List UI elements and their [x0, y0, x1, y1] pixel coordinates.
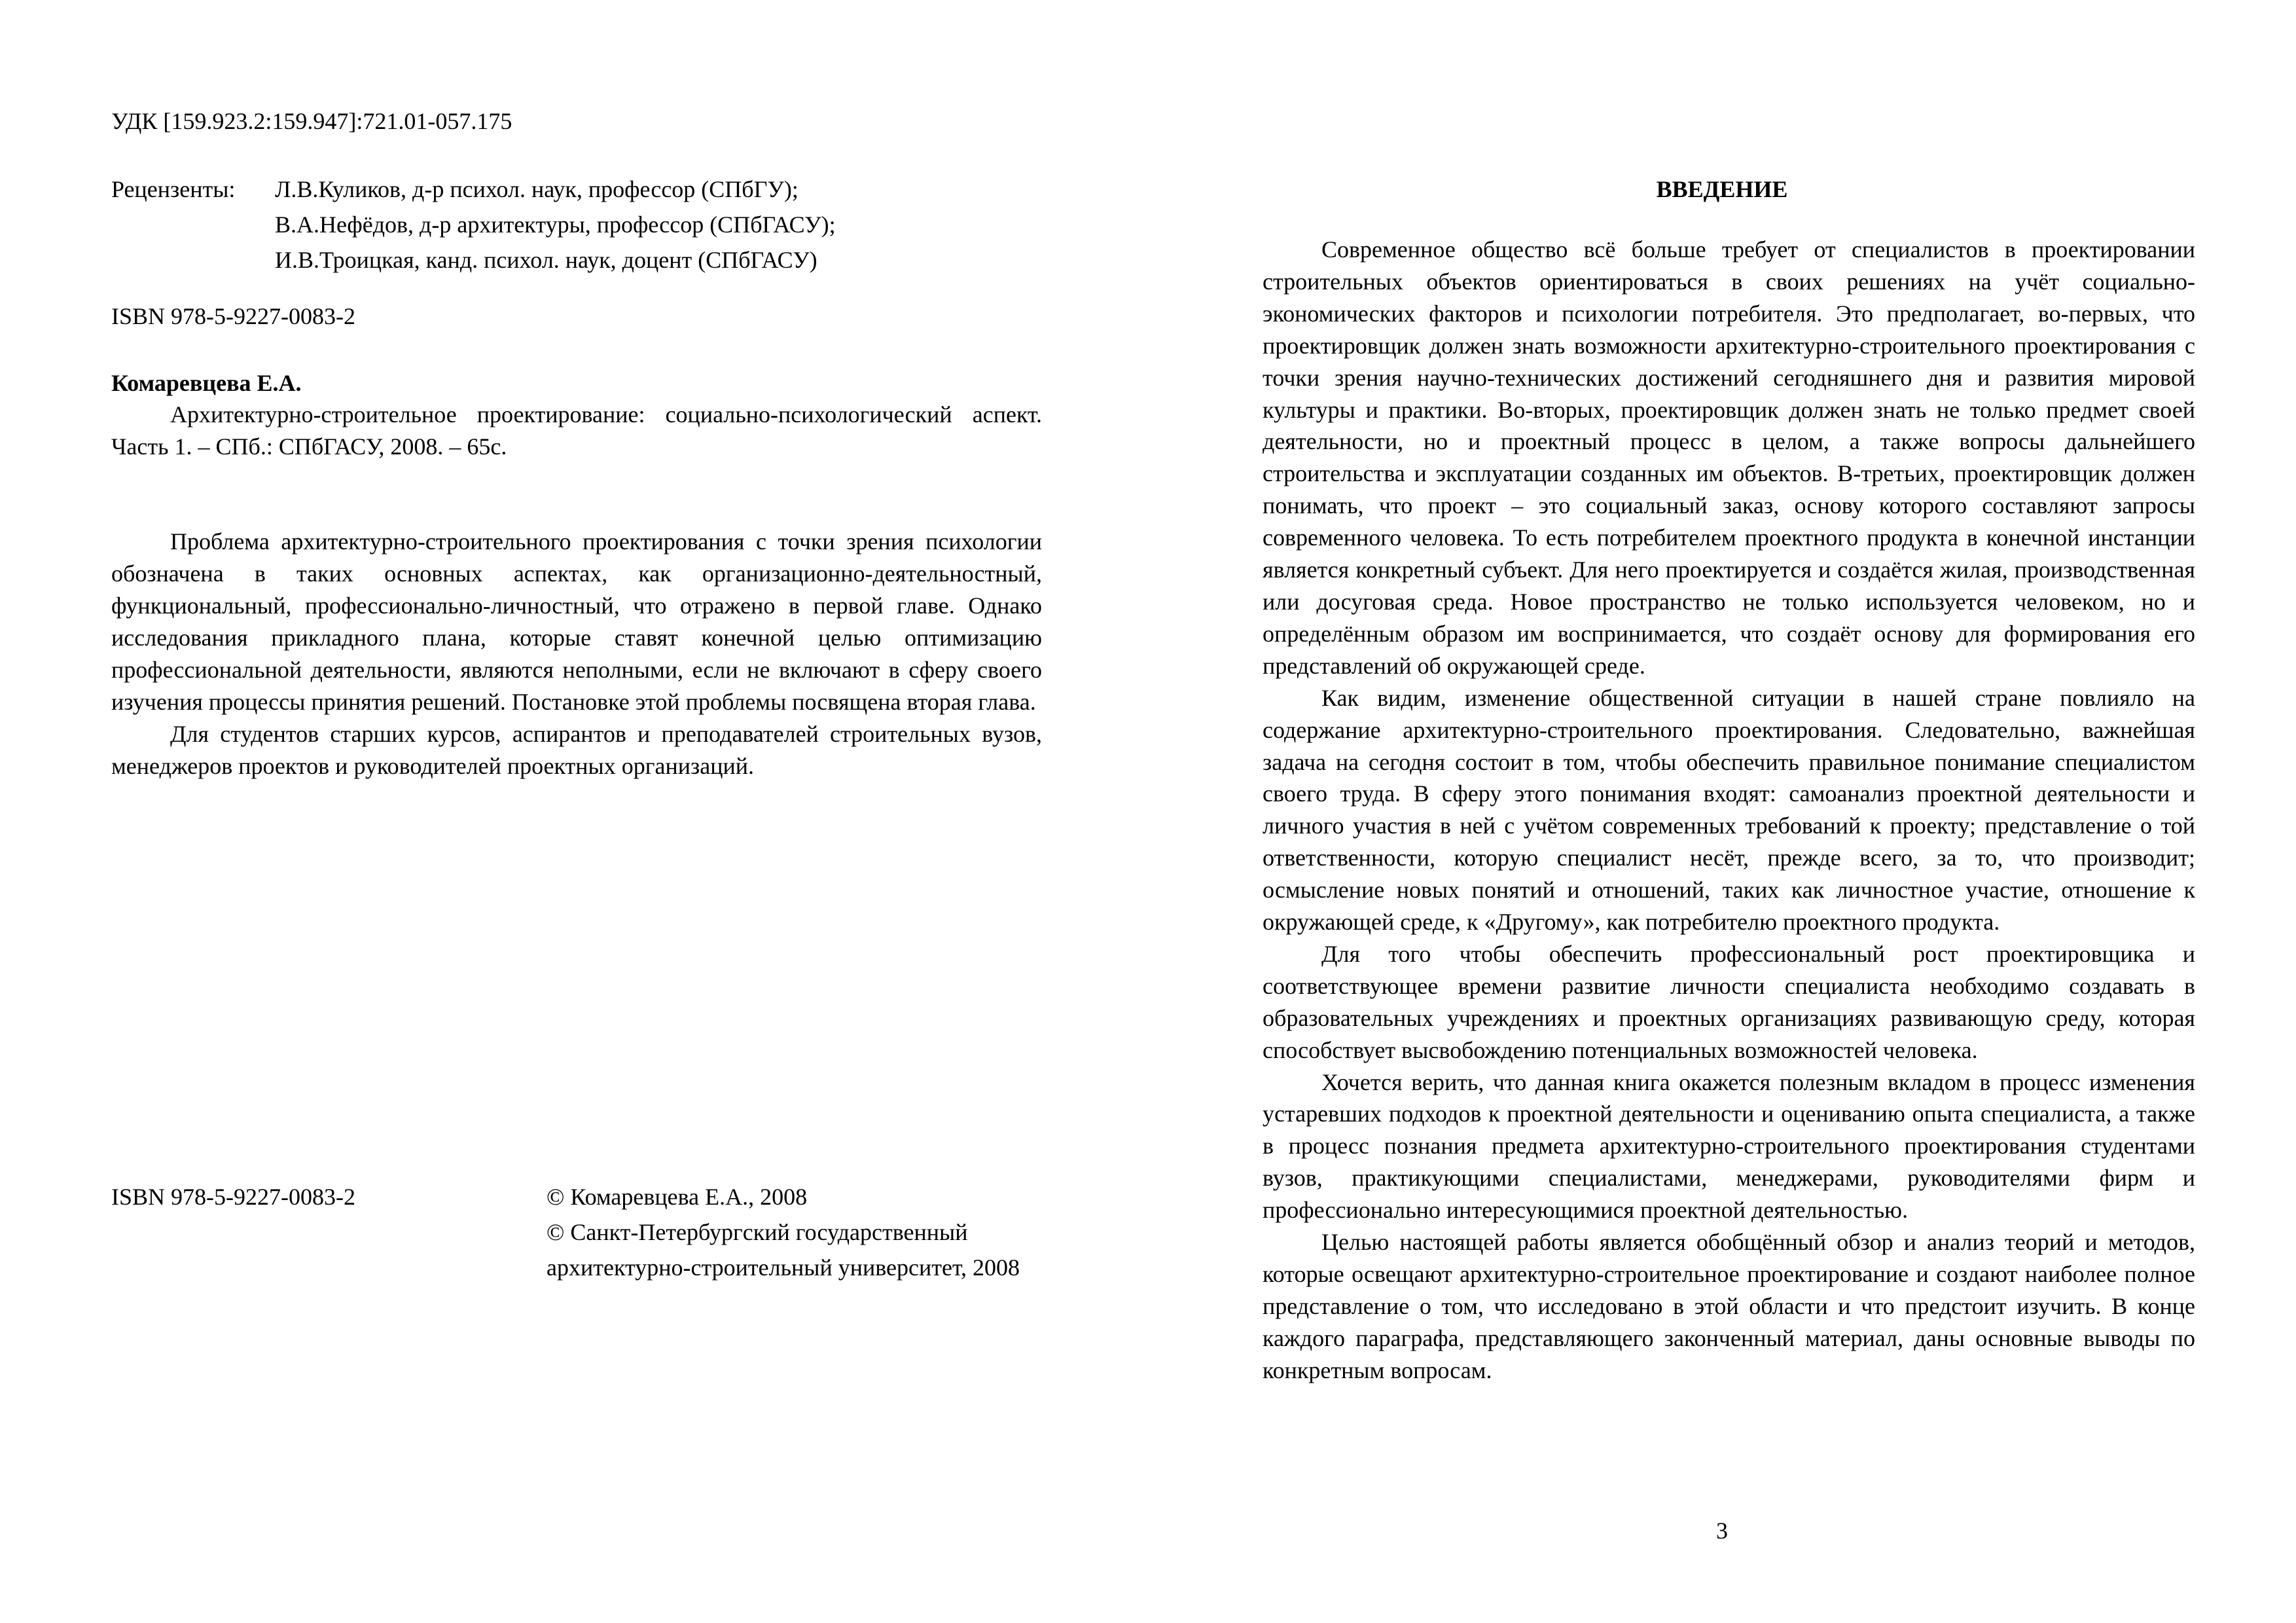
- isbn-top: ISBN 978-5-9227-0083-2: [111, 303, 355, 329]
- abstract-paragraph-1: Проблема архитектурно-строительного проектирования с точки зрения психологии обозначена в таких основных аспектах, как организационно-деятельностный, функциональный, профессионально-личностный, что отражено в первой главе. Однако исследования прикладного плана, которые ставят конечной целью оптимизацию профессиональной деятельности, являются неполными, если не включают в сферу своего изучения процессы принятия решений. Постановке этой проблемы посвящена вторая глава.: [111, 528, 1042, 715]
- reviewers-list: [275, 172, 836, 278]
- reviewer-3: И.В.Троицкая, канд. психол. наук, доцент (СПбГАСУ): [275, 247, 817, 273]
- abstract-paragraph-2: Для студентов старших курсов, аспирантов и преподавателей строительных вузов, менеджеров проектов и руководителей проектных организаций.: [111, 721, 1042, 779]
- bibliographic-description: Архитектурно-строительное проектирование: социально-психологический аспект. Часть 1. – СПб.: СПбГАСУ, 2008. – 65с.: [111, 401, 1042, 460]
- intro-paragraph-5: Целью настоящей работы является обобщённый обзор и анализ теорий и методов, которые освещают архитектурно-строительное проектирование и создают наиболее полное представление о том, что исследовано в этой области и что предстоит изучить. В конце каждого параграфа, представляющего законченный материал, даны основные выводы по конкретным вопросам.: [1263, 1229, 2195, 1383]
- copyright-university: © Санкт-Петербургский государственный архитектурно-строительный университет, 2008: [547, 1219, 1020, 1281]
- copyright-author: © Комаревцева Е.А., 2008: [547, 1184, 808, 1210]
- abstract: [111, 526, 1042, 782]
- section-title: ВВЕДЕНИЕ: [1656, 176, 1788, 202]
- reviewer-1: Л.В.Куликов, д-р психол. наук, профессор (СПбГУ);: [275, 176, 798, 202]
- udk-code: УДК [159.923.2:159.947]:721.01-057.175: [111, 108, 512, 134]
- intro-paragraph-2: Как видим, изменение общественной ситуации в нашей стране повлияло на содержание архитектурно-строительного проектирования. Следовательно, важнейшая задача на сегодня состоит в том, чтобы обеспечить правильное понимание специалистом своего труда. В сферу этого понимания входят: самоанализ проектной деятельности и личного участия в ней с учётом современных требований к проекту; представление о той ответственности, которую специалист несёт, прежде всего, за то, что производит; осмысление новых понятий и отношений, таких как личностное участие, отношение к окружающей среде, к «Другому», как потребителю проектного продукта.: [1263, 684, 2195, 936]
- introduction-body: [1263, 234, 2195, 1387]
- reviewer-2: В.А.Нефёдов, д-р архитектуры, профессор (СПбГАСУ);: [275, 211, 836, 238]
- intro-paragraph-1: Современное общество всё больше требует от специалистов в проектировании строительных объектов ориентироваться в своих решениях на учёт социально-экономических факторов и психологии потребителя. Это предполагает, во-первых, что проектировщик должен знать возможности архитектурно-строительного проектирования с точки зрения научно-технических достижений сегодняшнего дня и развития мировой культуры и практики. Во-вторых, проектировщик должен знать не только предмет своей деятельности, но и проектный процесс в целом, а также вопросы дальнейшего строительства и эксплуатации созданных им объектов. В-третьих, проектировщик должен понимать, что проект – это социальный заказ, основу которого составляют запросы современного человека. То есть потребителем проектного продукта в конечной инстанции является конкретный субъект. Для него проектируется и создаётся жилая, производственная или досуговая среда. Новое пространство не только используется человеком, но и определённым образом им воспринимается, что создаёт основу для формирования его представлений об окружающей среде.: [1263, 236, 2195, 679]
- page-number: 3: [1716, 1518, 1728, 1544]
- isbn-bottom: ISBN 978-5-9227-0083-2: [111, 1184, 355, 1210]
- intro-paragraph-4: Хочется верить, что данная книга окажется полезным вкладом в процесс изменения устаревших подходов к проектной деятельности и оцениванию опыта специалиста, а также в процесс познания предмета архитектурно-строительного проектирования студентами вузов, практикующими специалистами, менеджерами, руководителями фирм и профессионально интересующимися проектной деятельностью.: [1263, 1068, 2195, 1224]
- reviewers-label: Рецензенты:: [111, 176, 236, 202]
- intro-paragraph-3: Для того чтобы обеспечить профессиональный рост проектировщика и соответствующее времени развитие личности специалиста необходимо создавать в образовательных учреждениях и проектных организациях развивающую среду, которая способствует высвобождению потенциальных возможностей человека.: [1263, 940, 2195, 1063]
- right-page: [1148, 0, 2296, 1623]
- copyright-block: [547, 1179, 1070, 1285]
- author-name: Комаревцева Е.А.: [111, 370, 302, 396]
